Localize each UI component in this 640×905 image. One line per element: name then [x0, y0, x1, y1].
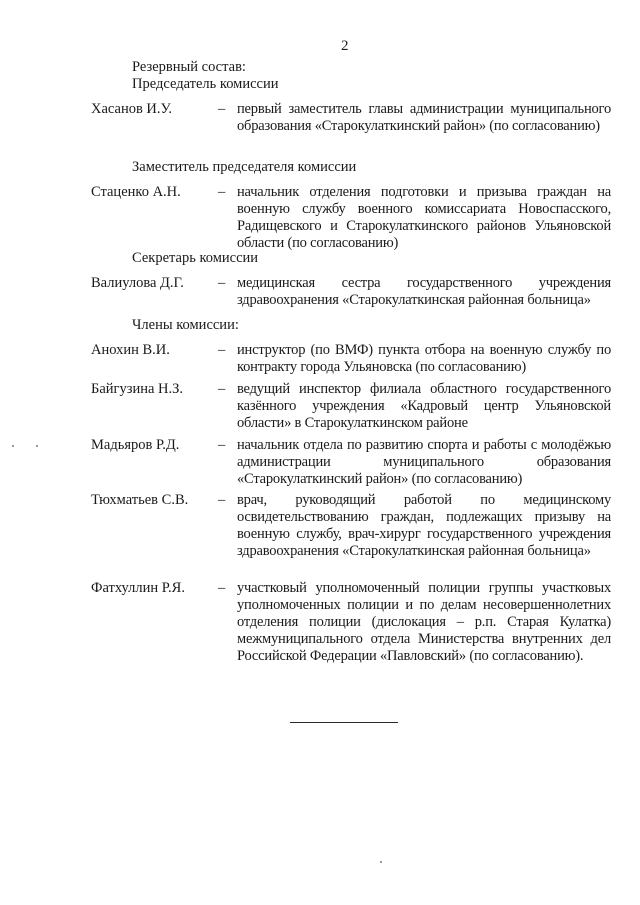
scan-speck: [380, 861, 382, 863]
reserve-title: Резервный состав:: [132, 59, 246, 75]
dash: –: [218, 580, 226, 596]
dash: –: [218, 381, 226, 397]
member-description: врач, руководящий работой по медицинскому освидетельствованию граждан, подлежащих призыву на военную службу, врач-хирург государственного учреждения здравоохранения «Старокулаткинская районная больница»: [237, 492, 611, 559]
section-heading-deputy: Заместитель председателя комиссии: [132, 159, 357, 175]
member-name: Анохин В.И.: [91, 342, 170, 358]
member-name: Байгузина Н.З.: [91, 381, 184, 397]
member-name: Мадьяров Р.Д.: [91, 437, 180, 453]
member-name: Тюхматьев С.В.: [91, 492, 189, 508]
dash: –: [218, 101, 226, 117]
member-name: Фатхуллин Р.Я.: [91, 580, 185, 596]
member-name: Хасанов И.У.: [91, 101, 173, 117]
dash: –: [218, 275, 226, 291]
section-heading-chairman: Председатель комиссии: [132, 76, 279, 92]
member-description: начальник отделения подготовки и призыва граждан на военную службу военного комиссариата Новоспасского, Радищевского и Старокулаткинского районов Ульяновской области (по согласованию): [237, 184, 611, 251]
scan-speck: [36, 445, 38, 447]
member-description: ведущий инспектор филиала областного государственного казённого учреждения «Кадровый центр Ульяновской области» в Старокулаткинском районе: [237, 381, 611, 431]
member-description: начальник отдела по развитию спорта и работы с молодёжью администрации муниципального образования «Старокулаткинский район» (по согласованию): [237, 437, 611, 487]
member-description: первый заместитель главы администрации муниципального образования «Старокулаткинский район» (по согласованию): [237, 101, 611, 134]
member-description: медицинская сестра государственного учреждения здравоохранения «Старокулаткинская районная больница»: [237, 275, 611, 308]
section-heading-secretary: Секретарь комиссии: [132, 250, 259, 266]
member-name: Валиулова Д.Г.: [91, 275, 184, 291]
member-description: инструктор (по ВМФ) пункта отбора на военную службу по контракту города Ульяновска (по согласованию): [237, 342, 611, 375]
dash: –: [218, 437, 226, 453]
member-name: Стаценко А.Н.: [91, 184, 181, 200]
dash: –: [218, 342, 226, 358]
scan-speck: [12, 445, 14, 447]
page-number: 2: [341, 38, 349, 54]
dash: –: [218, 184, 226, 200]
member-description: участковый уполномоченный полиции группы участковых уполномоченных полиции и по делам несовершеннолетних отделения полиции (дислокация – р.п. Старая Кулатка) межмуниципального отдела Министерства внутренних дел Российской Федерации «Павловский» (по согласованию).: [237, 580, 611, 664]
dash: –: [218, 492, 226, 508]
section-heading-members: Члены комиссии:: [132, 317, 239, 333]
end-separator-line: [290, 722, 398, 723]
